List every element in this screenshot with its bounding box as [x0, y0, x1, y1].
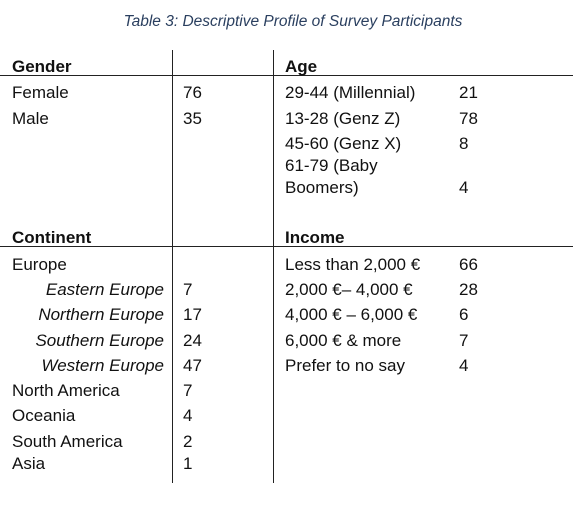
age-label-millennial: 29-44 (Millennial) [285, 83, 416, 102]
age-label-boomers-line1: 61-79 (Baby [285, 156, 378, 175]
income-value-2000-4000: 28 [459, 280, 478, 299]
gender-label-male: Male [12, 109, 49, 128]
continent-label-western-europe: Western Europe [41, 356, 164, 375]
gender-value-female: 76 [183, 83, 202, 102]
age-value-genz: 78 [459, 109, 478, 128]
continent-label-eastern-europe: Eastern Europe [45, 280, 164, 299]
continent-value-south-america: 2 [183, 432, 193, 451]
age-label-genz: 13-28 (Genz Z) [285, 109, 401, 128]
continent-label-europe: Europe [12, 255, 67, 274]
column-divider-center [273, 50, 274, 483]
continent-value-southern-europe: 24 [183, 331, 202, 350]
income-value-4000-6000: 6 [459, 305, 469, 324]
continent-label-oceania: Oceania [12, 406, 76, 425]
gender-value-male: 35 [183, 109, 202, 128]
continent-value-northern-europe: 17 [183, 305, 202, 324]
income-value-6000-more: 7 [459, 331, 469, 350]
income-label-6000-more: 6,000 € & more [285, 331, 402, 350]
continent-label-northern-europe: Northern Europe [38, 305, 164, 324]
continent-value-western-europe: 47 [183, 356, 202, 375]
age-header: Age [285, 57, 318, 76]
age-value-genx: 8 [459, 134, 469, 153]
continent-value-eastern-europe: 7 [183, 280, 193, 299]
continent-label-southern-europe: Southern Europe [35, 331, 164, 350]
age-value-millennial: 21 [459, 83, 478, 102]
age-label-boomers-line2: Boomers) [285, 178, 359, 197]
continent-label-north-america: North America [12, 381, 120, 400]
continent-label-south-america: South America [12, 432, 123, 451]
continent-value-asia: 1 [183, 454, 193, 473]
income-value-prefer-not: 4 [459, 356, 469, 375]
gender-header: Gender [12, 57, 72, 76]
continent-value-north-america: 7 [183, 381, 193, 400]
income-header: Income [285, 228, 345, 247]
continent-value-oceania: 4 [183, 406, 193, 425]
income-value-less-2000: 66 [459, 255, 478, 274]
income-label-4000-6000: 4,000 € – 6,000 € [285, 305, 418, 324]
table-caption: Table 3: Descriptive Profile of Survey Participants [123, 13, 463, 30]
continent-label-asia: Asia [12, 454, 46, 473]
gender-label-female: Female [12, 83, 69, 102]
income-label-prefer-not: Prefer to no say [285, 356, 406, 375]
age-label-genx: 45-60 (Genz X) [285, 134, 402, 153]
income-label-less-2000: Less than 2,000 € [285, 255, 421, 274]
age-value-boomers: 4 [459, 178, 469, 197]
column-divider-left [172, 50, 173, 483]
income-label-2000-4000: 2,000 €– 4,000 € [285, 280, 413, 299]
continent-header: Continent [12, 228, 92, 247]
